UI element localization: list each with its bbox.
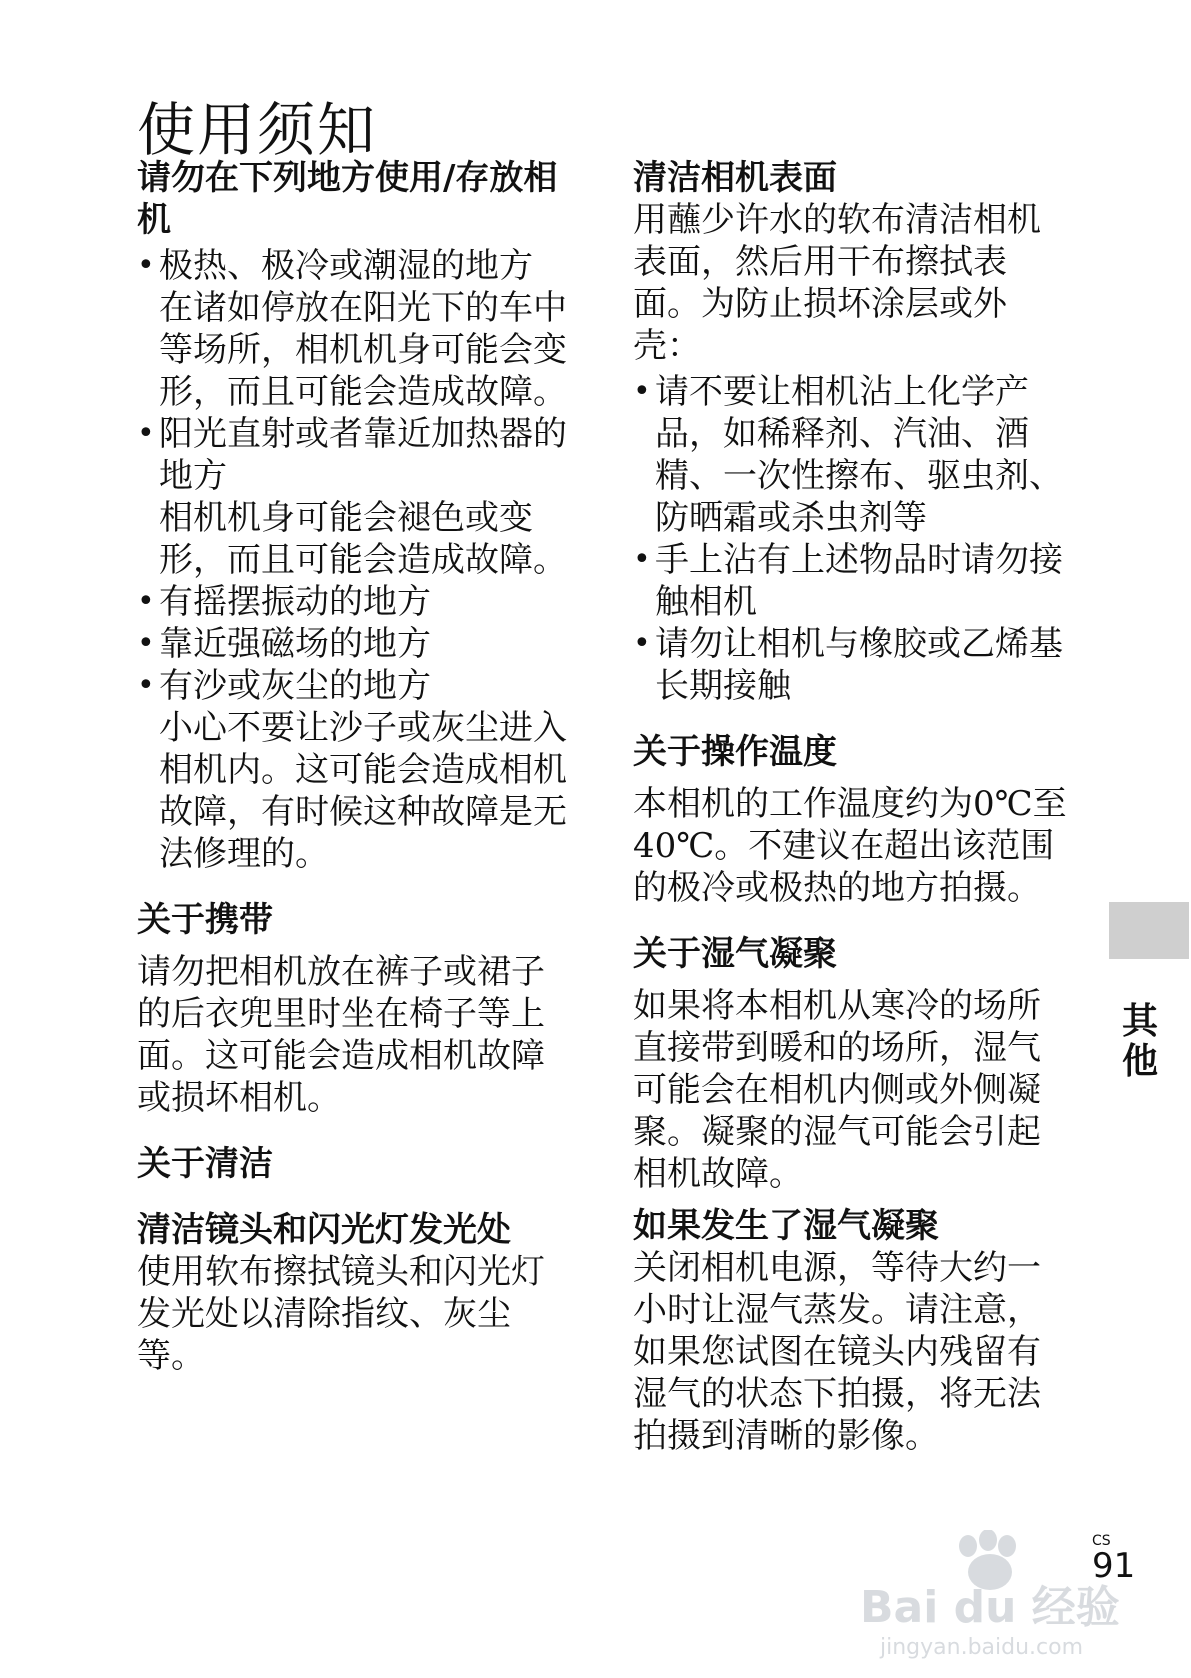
page-title: 使用须知 (137, 95, 378, 164)
section-subheading: 清洁镜头和闪光灯发光处 (137, 1210, 511, 1250)
section-heading: 清洁相机表面 (633, 158, 837, 198)
bullet-list (137, 245, 577, 875)
right-column (633, 157, 1073, 1457)
side-tab-marker (1109, 902, 1189, 959)
watermark-brand: Bai du 经验 (860, 1582, 1120, 1633)
section-body: 本相机的工作温度约为0℃至40℃。不建议在超出该范围的极冷或极热的地方拍摄。 (633, 784, 1067, 908)
bullet-icon: • (633, 374, 651, 409)
watermark-logo (850, 1530, 1130, 1660)
bullet-icon: • (137, 416, 155, 451)
list-item (633, 539, 1073, 623)
bullet-icon: • (633, 542, 651, 577)
bullet-icon: • (137, 626, 155, 661)
list-item-text: 靠近强磁场的地方 (159, 624, 431, 664)
list-item-text: 请不要让相机沾上化学产品，如稀释剂、汽油、酒精、一次性擦布、驱虫剂、防晒霜或杀虫剂等 (655, 372, 1063, 538)
section-body: 使用软布擦拭镜头和闪光灯发光处以清除指纹、灰尘等。 (137, 1252, 545, 1376)
list-item-text: 请勿让相机与橡胶或乙烯基长期接触 (655, 624, 1063, 706)
section-body: 请勿把相机放在裤子或裙子的后衣兜里时坐在椅子等上面。这可能会造成相机故障或损坏相机。 (137, 952, 545, 1118)
page-number: 91 (1092, 1546, 1136, 1586)
section-operating-temperature (633, 731, 1073, 909)
section-heading: 请勿在下列地方使用/存放相机 (137, 158, 558, 240)
list-item-note: 在诸如停放在阳光下的车中等场所，相机机身可能会变形，而且可能会造成故障。 (159, 288, 567, 412)
list-item (633, 623, 1073, 707)
section-carrying (137, 899, 577, 1119)
watermark-url: jingyan.baidu.com (880, 1635, 1084, 1660)
page-language-code: CS (1092, 1533, 1111, 1549)
bullet-icon: • (137, 668, 155, 703)
bullet-icon: • (633, 626, 651, 661)
list-item-text: 有沙或灰尘的地方 (159, 666, 431, 706)
bullet-icon: • (137, 584, 155, 619)
section-storage (137, 157, 577, 875)
list-item (137, 581, 577, 623)
section-body: 关闭相机电源，等待大约一小时让湿气蒸发。请注意，如果您试图在镜头内残留有湿气的状态下拍摄，将无法拍摄到清晰的影像。 (633, 1248, 1041, 1456)
section-heading: 关于操作温度 (633, 732, 837, 772)
section-heading: 如果发生了湿气凝聚 (633, 1206, 939, 1246)
bullet-list (633, 371, 1073, 707)
section-body: 如果将本相机从寒冷的场所直接带到暖和的场所，湿气可能会在相机内侧或外侧凝聚。凝聚的湿气可能会引起相机故障。 (633, 986, 1041, 1194)
section-body: 用蘸少许水的软布清洁相机表面，然后用干布擦拭表面。为防止损坏涂层或外壳： (633, 200, 1041, 366)
left-column (137, 157, 577, 1377)
list-item (137, 245, 577, 413)
section-cleaning (137, 1143, 577, 1377)
list-item-text: 阳光直射或者靠近加热器的地方 (159, 414, 567, 496)
list-item (137, 623, 577, 665)
section-heading: 关于清洁 (137, 1144, 273, 1184)
list-item (633, 371, 1073, 539)
section-condensation (633, 933, 1073, 1195)
section-heading: 关于湿气凝聚 (633, 934, 837, 974)
list-item (137, 413, 577, 581)
list-item-text: 有摇摆振动的地方 (159, 582, 431, 622)
list-item-note: 相机机身可能会褪色或变形，而且可能会造成故障。 (159, 498, 567, 580)
section-surface-cleaning (633, 157, 1073, 707)
list-item (137, 665, 577, 875)
side-tab-label: 其他 (1121, 1001, 1158, 1082)
list-item-note: 小心不要让沙子或灰尘进入相机内。这可能会造成相机故障，有时候这种故障是无法修理的。 (159, 708, 567, 874)
paw-icon (959, 1530, 1016, 1590)
list-item-text: 极热、极冷或潮湿的地方 (159, 246, 533, 286)
section-condensation-occurs (633, 1205, 1073, 1457)
section-heading: 关于携带 (137, 900, 273, 940)
list-item-text: 手上沾有上述物品时请勿接触相机 (655, 540, 1063, 622)
bullet-icon: • (137, 248, 155, 283)
